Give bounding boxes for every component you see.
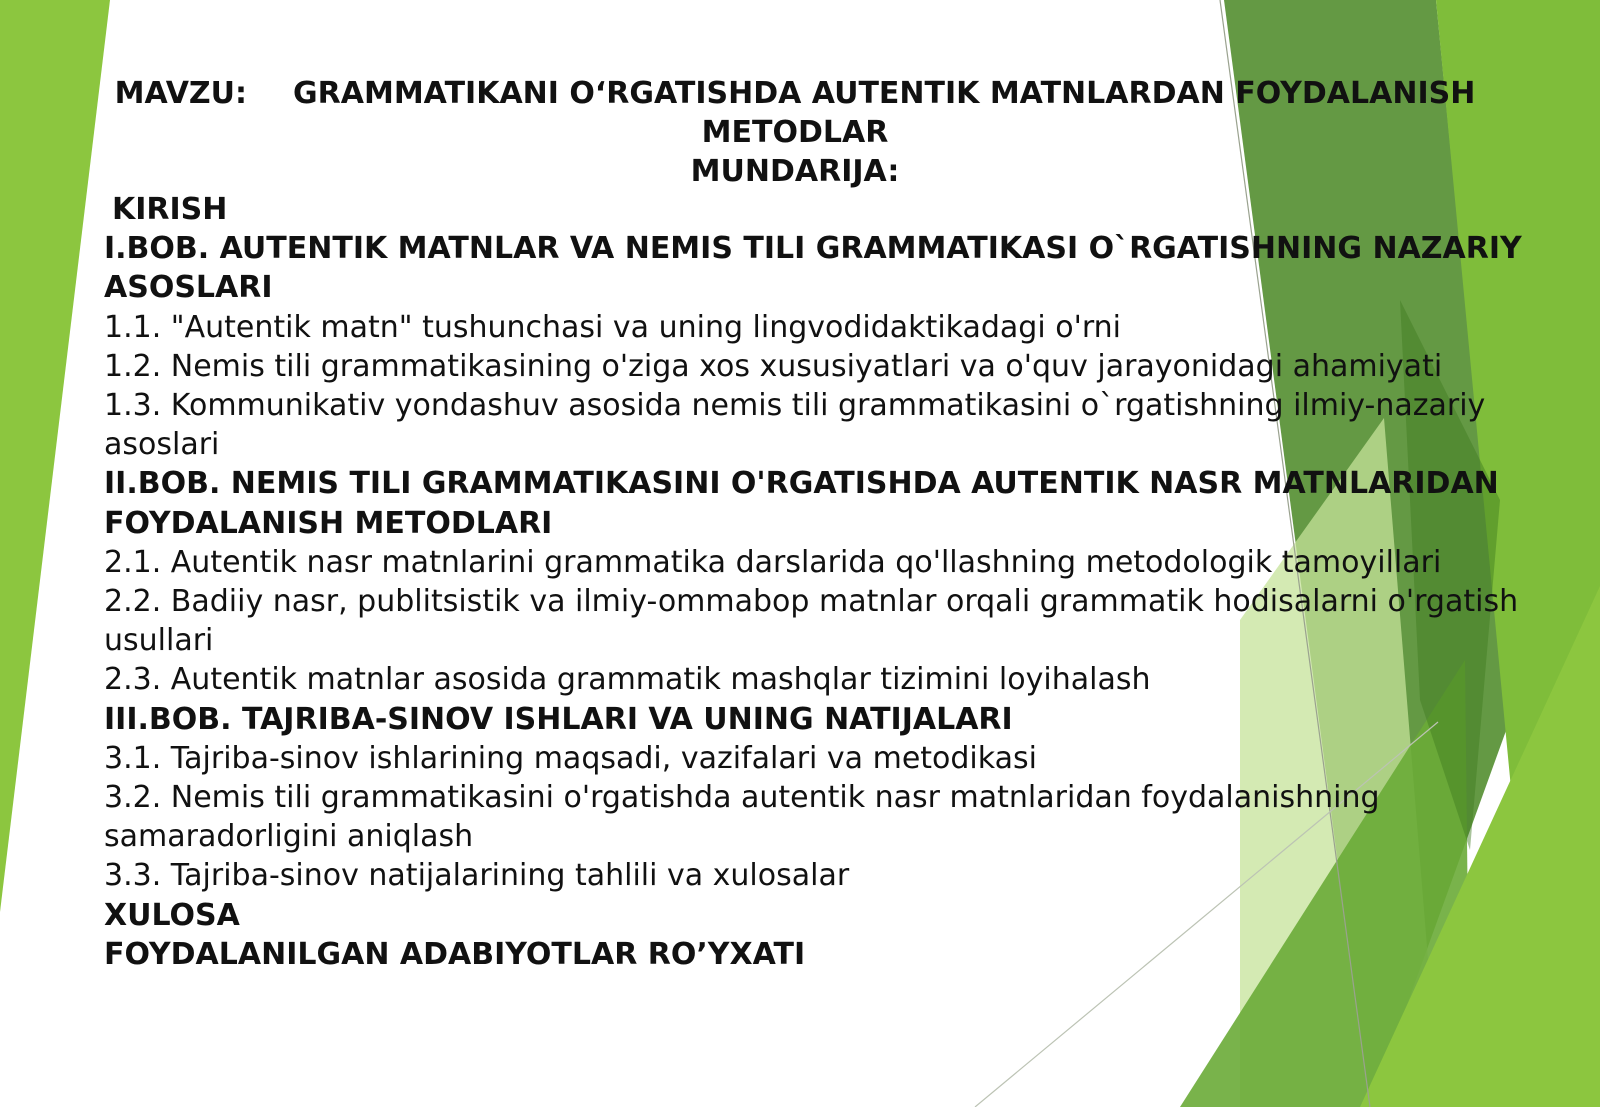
topic-title: GRAMMATIKANI O‘RGATISHDA AUTENTIK MATNLARDAN FOYDALANISH METODLAR xyxy=(293,76,1476,150)
toc-item: 2.1. Autentik nasr matnlarini grammatika darslarida qo'llashning metodologik tamoyillari xyxy=(104,544,1442,580)
toc-item: 1.3. Kommunikativ yondashuv asosida nemis tili grammatikasini o`rgatishning ilmiy-nazariy asoslari xyxy=(104,388,1486,463)
toc-item: FOYDALANILGAN ADABIYOTLAR RO’YXATI xyxy=(104,936,806,972)
toc-item: KIRISH xyxy=(112,192,228,227)
toc-item: III.BOB. TAJRIBA-SINOV ISHLARI VA UNING NATIJALARI xyxy=(104,701,1013,737)
topic-label: MAVZU: xyxy=(114,76,248,111)
toc-item: II.BOB. NEMIS TILI GRAMMATIKASINI O'RGATISHDA AUTENTIK NASR MATNLARIDAN FOYDALANISH METODLARI xyxy=(104,466,1499,541)
contents-heading: MUNDARIJA: xyxy=(690,154,900,189)
toc-item: 3.1. Tajriba-sinov ishlarining maqsadi, vazifalari va metodikasi xyxy=(104,740,1037,776)
slide-title xyxy=(110,74,1480,191)
toc-item: 1.2. Nemis tili grammatikasining o'ziga xos xususiyatlari va o'quv jarayonidagi ahamiyati xyxy=(104,348,1443,384)
toc-item: 1.1. "Autentik matn" tushunchasi va uning lingvodidaktikadagi o'rni xyxy=(104,309,1121,345)
toc-item: 3.2. Nemis tili grammatikasini o'rgatishda autentik nasr matnlaridan foydalanishning samaradorligini aniqlash xyxy=(104,780,1380,855)
toc-item: 2.2. Badiiy nasr, publitsistik va ilmiy-ommabop matnlar orqali grammatik hodisalarni o'rgatish usullari xyxy=(104,584,1519,659)
toc-item: XULOSA xyxy=(104,897,240,933)
toc-item: I.BOB. AUTENTIK MATNLAR VA NEMIS TILI GRAMMATIKASI O`RGATISHNING NAZARIY ASOSLARI xyxy=(104,231,1522,306)
toc-item: 3.3. Tajriba-sinov natijalarining tahlili va xulosalar xyxy=(104,858,850,894)
toc-item: 2.3. Autentik matnlar asosida grammatik mashqlar tizimini loyihalash xyxy=(104,662,1151,698)
table-of-contents xyxy=(104,190,1524,974)
